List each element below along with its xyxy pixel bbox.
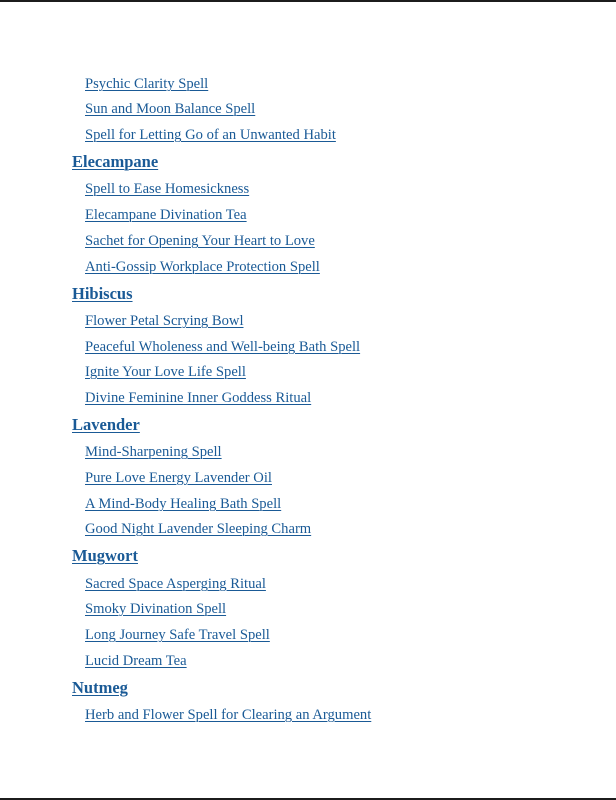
toc-entry-flower-petal-scrying-bowl[interactable]: Flower Petal Scrying Bowl [85, 313, 244, 329]
toc-entry-sleeping-charm[interactable]: Good Night Lavender Sleeping Charm [85, 521, 312, 537]
toc-entry-psychic-clarity-spell[interactable]: Psychic Clarity Spell [85, 76, 209, 92]
toc-entry-clearing-argument[interactable]: Herb and Flower Spell for Clearing an Argument [85, 707, 372, 723]
toc-section-lavender[interactable]: Lavender [72, 415, 140, 434]
toc-entry-lucid-dream-tea[interactable]: Lucid Dream Tea [85, 653, 187, 669]
toc-entry-elecampane-divination-tea[interactable]: Elecampane Divination Tea [85, 207, 247, 223]
toc-entry-anti-gossip-protection[interactable]: Anti-Gossip Workplace Protection Spell [85, 259, 320, 275]
toc-entry-mind-sharpening-spell[interactable]: Mind-Sharpening Spell [85, 444, 222, 460]
toc-entry-smoky-divination[interactable]: Smoky Divination Spell [85, 601, 227, 617]
toc-entry-ease-homesickness[interactable]: Spell to Ease Homesickness [85, 181, 250, 197]
toc-entry-ignite-love-life[interactable]: Ignite Your Love Life Spell [85, 364, 246, 380]
toc-entry-peaceful-wholeness-bath[interactable]: Peaceful Wholeness and Well-being Bath Spell [85, 339, 361, 355]
toc-entry-mind-body-bath[interactable]: A Mind-Body Healing Bath Spell [85, 496, 282, 512]
toc-section-mugwort[interactable]: Mugwort [72, 546, 138, 565]
toc-section-nutmeg[interactable]: Nutmeg [72, 678, 128, 697]
page-top-border [0, 0, 616, 2]
toc-entry-sun-and-moon-balance-spell[interactable]: Sun and Moon Balance Spell [85, 101, 256, 117]
toc-entry-lavender-oil[interactable]: Pure Love Energy Lavender Oil [85, 470, 272, 486]
toc-entry-safe-travel-spell[interactable]: Long Journey Safe Travel Spell [85, 627, 270, 643]
toc-entry-divine-feminine-ritual[interactable]: Divine Feminine Inner Goddess Ritual [85, 390, 312, 406]
toc-entry-sachet-opening-heart[interactable]: Sachet for Opening Your Heart to Love [85, 233, 315, 249]
toc-entry-letting-go-unwanted-habit[interactable]: Spell for Letting Go of an Unwanted Habit [85, 127, 336, 143]
toc-section-elecampane[interactable]: Elecampane [72, 152, 159, 171]
toc-entry-asperging-ritual[interactable]: Sacred Space Asperging Ritual [85, 576, 266, 592]
toc-section-hibiscus[interactable]: Hibiscus [72, 284, 133, 303]
